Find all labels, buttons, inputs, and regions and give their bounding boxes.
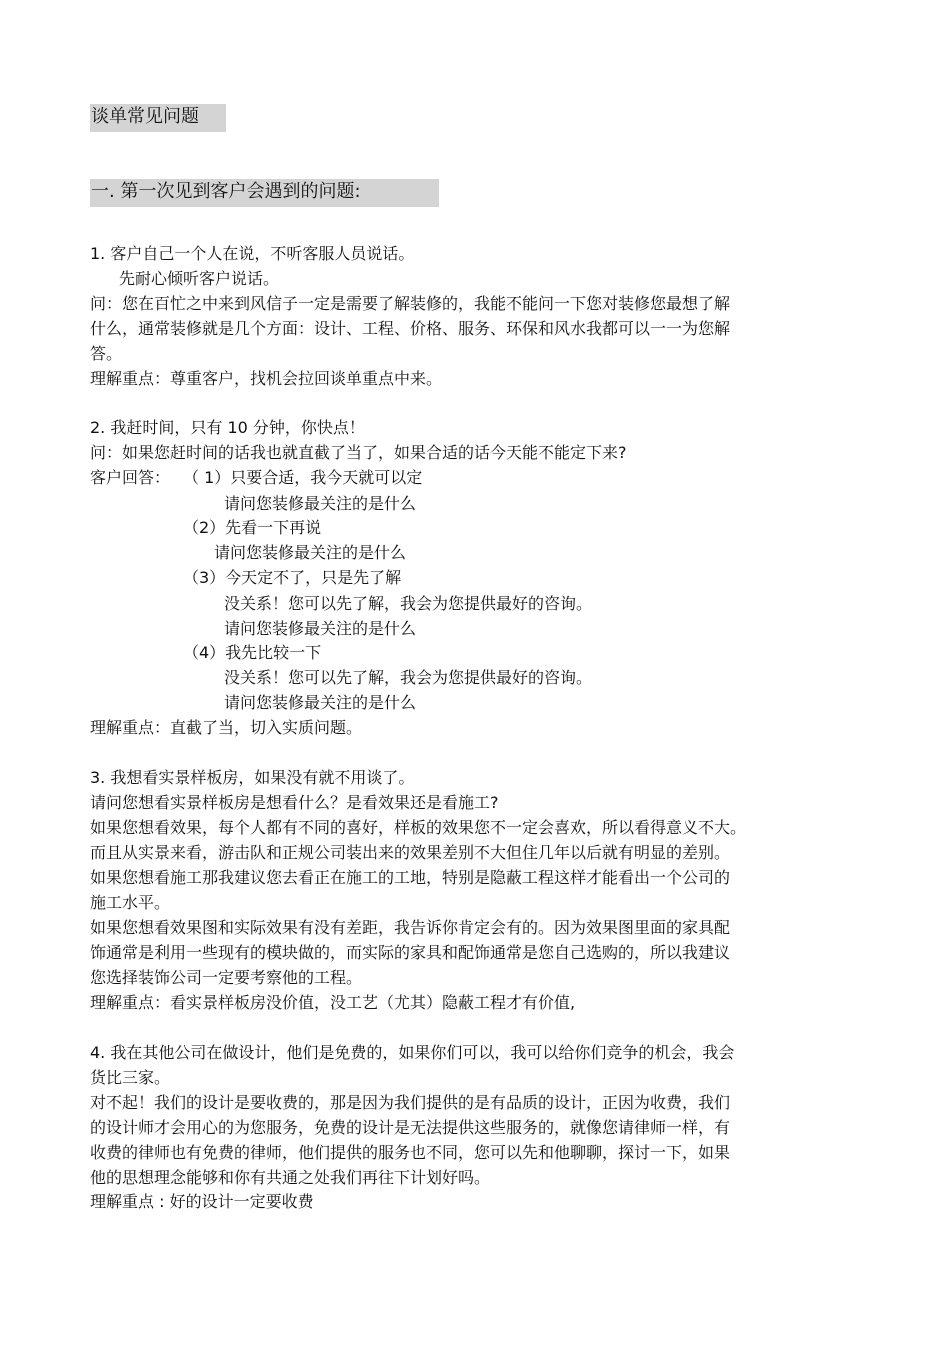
question-4-key-point: 理解重点 : 好的设计一定要收费 bbox=[90, 1192, 314, 1211]
reply-option: （4）我先比较一下 bbox=[183, 643, 322, 662]
question-3-line: 饰通常是利用一些现有的模块做的，而实际的家具和配饰通常是您自己选购的，所以我建议 bbox=[90, 943, 731, 962]
question-1-answer-line: 什么，通常装修就是几个方面：设计、工程、价格、服务、环保和风水我都可以一一为您解 bbox=[90, 319, 731, 338]
question-3-line: 您选择装饰公司一定要考察他的工程。 bbox=[90, 968, 363, 987]
question-2-question: 问：如果您赶时间的话我也就直截了当了，如果合适的话今天能不能定下来? bbox=[90, 443, 627, 462]
reply-response: 请问您装修最关注的是什么 bbox=[224, 619, 417, 638]
question-2-reply-label: 客户回答： bbox=[90, 468, 171, 487]
question-2-title: 2. 我赶时间，只有 10 分钟，你快点！ bbox=[90, 418, 365, 437]
reply-response: 请问您装修最关注的是什么 bbox=[224, 494, 417, 513]
question-3-line: 而且从实景来看，游击队和正规公司装出来的效果差别不大但住几年以后就有明显的差别。 bbox=[90, 843, 731, 862]
question-3-line: 请问您想看实景样板房是想看什么？是看效果还是看施工? bbox=[90, 793, 499, 812]
question-3-line: 如果您想看效果，每个人都有不同的喜好，样板的效果您不一定会喜欢，所以看得意义不大。 bbox=[90, 818, 747, 837]
reply-option: （ 1）只要合适，我今天就可以定 bbox=[183, 468, 423, 487]
document-title: 谈单常见问题 bbox=[90, 104, 226, 132]
reply-response: 请问您装修最关注的是什么 bbox=[214, 543, 407, 562]
question-3-line: 如果您想看效果图和实际效果有没有差距，我告诉你肯定会有的。因为效果图里面的家具配 bbox=[90, 918, 731, 937]
question-4-title-line: 4. 我在其他公司在做设计，他们是免费的，如果你们可以，我可以给你们竞争的机会，我会 bbox=[90, 1043, 735, 1062]
question-1-answer-line: 问：您在百忙之中来到风信子一定是需要了解装修的，我能不能问一下您对装修您最想了解 bbox=[90, 294, 731, 313]
question-1-key-point: 理解重点：尊重客户，找机会拉回谈单重点中来。 bbox=[90, 369, 443, 388]
reply-response: 没关系！您可以先了解，我会为您提供最好的咨询。 bbox=[224, 668, 593, 687]
question-3-line: 如果您想看施工那我建议您去看正在施工的工地，特别是隐蔽工程这样才能看出一个公司的 bbox=[90, 868, 731, 887]
question-4-line: 对不起！我们的设计是要收费的，那是因为我们提供的是有品质的设计，正因为收费，我们 bbox=[90, 1093, 731, 1112]
question-1-answer-line: 答。 bbox=[90, 344, 123, 363]
question-1-title: 1. 客户自己一个人在说，不听客服人员说话。 bbox=[90, 244, 415, 263]
section-heading: 一. 第一次见到客户会遇到的问题: bbox=[90, 179, 439, 207]
reply-response: 没关系！您可以先了解，我会为您提供最好的咨询。 bbox=[224, 594, 593, 613]
reply-option: （3）今天定不了，只是先了解 bbox=[183, 568, 402, 587]
question-3-title: 3. 我想看实景样板房，如果没有就不用谈了。 bbox=[90, 768, 415, 787]
question-4-title-line: 货比三家。 bbox=[90, 1068, 171, 1087]
reply-option: （2）先看一下再说 bbox=[183, 518, 322, 537]
question-4-line: 的设计师才会用心的为您服务，免费的设计是无法提供这些服务的，就像您请律师一样，有 bbox=[90, 1118, 731, 1137]
question-4-line: 他的思想理念能够和你有共通之处我们再往下计划好吗。 bbox=[90, 1168, 491, 1187]
reply-response: 请问您装修最关注的是什么 bbox=[224, 693, 417, 712]
question-3-line: 施工水平。 bbox=[90, 893, 171, 912]
question-4-line: 收费的律师也有免费的律师，他们提供的服务也不同，您可以先和他聊聊，探讨一下，如果 bbox=[90, 1143, 731, 1162]
question-1-hint: 先耐心倾听客户说话。 bbox=[119, 269, 280, 288]
question-3-key-point: 理解重点：看实景样板房没价值，没工艺（尤其）隐蔽工程才有价值, bbox=[90, 993, 576, 1012]
question-2-key-point: 理解重点：直截了当，切入实质问题。 bbox=[90, 718, 363, 737]
